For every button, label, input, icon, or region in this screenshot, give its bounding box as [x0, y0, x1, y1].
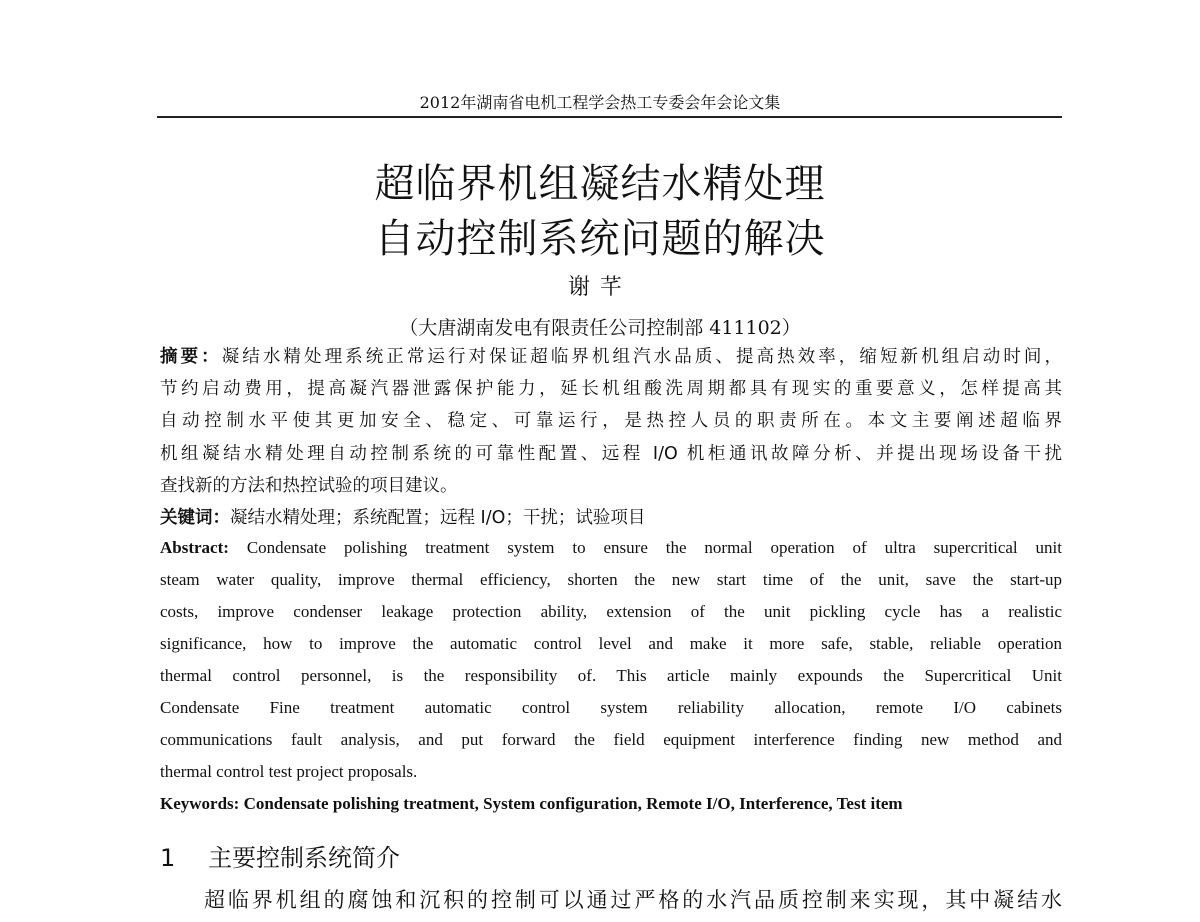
abstract-en-line: Abstract: Condensate polishing treatment system to ensure the normal operation of ultra supercritical unit — [160, 538, 1062, 557]
paper-title-line-2: 自动控制系统问题的解决 — [374, 216, 826, 262]
abstract-en-label: Abstract: — [160, 538, 229, 557]
section-title: 主要控制系统简介 — [208, 844, 400, 872]
keywords-cn: 关键词：凝结水精处理；系统配置；远程 I/O；干扰；试验项目 — [160, 508, 646, 528]
section-number: 1 — [160, 844, 176, 872]
abstract-en-line: communications fault analysis, and put forward the field equipment interference finding new method and — [160, 730, 1062, 749]
abstract-en-line: significance, how to improve the automatic control level and make it more safe, stable, reliable operation — [160, 634, 1062, 653]
affiliation: （大唐湖南发电有限责任公司控制部 411102） — [399, 317, 801, 339]
abstract-en-line: thermal control personnel, is the responsibility of. This article mainly expounds the Supercritical Unit — [160, 666, 1062, 685]
abstract-en-line: costs, improve condenser leakage protection ability, extension of the unit pickling cycle has a realistic — [160, 602, 1062, 621]
paper-title-line-1: 超临界机组凝结水精处理 — [374, 161, 826, 207]
keywords-en-label: Keywords: — [160, 794, 240, 813]
abstract-cn-line: 机组凝结水精处理自动控制系统的可靠性配置、远程 I/O 机柜通讯故障分析、并提出现场设备干扰 — [160, 444, 1062, 464]
section-heading — [160, 838, 400, 873]
abstract-cn-label: 摘要： — [160, 347, 222, 367]
abstract-en-line: thermal control test project proposals. — [160, 762, 418, 781]
keywords-en: Keywords: Condensate polishing treatment, System configuration, Remote I/O, Interference, Test item — [160, 794, 903, 813]
abstract-cn-line: 查找新的方法和热控试验的项目建议。 — [160, 476, 458, 496]
abstract-cn-line: 摘要：凝结水精处理系统正常运行对保证超临界机组汽水品质、提高热效率，缩短新机组启动时间， — [160, 347, 1063, 367]
running-header: 2012年湖南省电机工程学会热工专委会年会论文集 — [419, 93, 781, 112]
abstract-en-line: Condensate Fine treatment automatic control system reliability allocation, remote I/O cabinets — [160, 698, 1062, 717]
author: 谢芊 — [567, 275, 632, 300]
body-paragraph-line: 超临界机组的腐蚀和沉积的控制可以通过严格的水汽品质控制来实现，其中凝结水 — [204, 888, 1062, 912]
abstract-cn-line: 节约启动费用，提高凝汽器泄露保护能力，延长机组酸洗周期都具有现实的重要意义，怎样提高其 — [160, 379, 1062, 399]
abstract-cn-line: 自动控制水平使其更加安全、稳定、可靠运行，是热控人员的职责所在。本文主要阐述超临界 — [160, 411, 1062, 431]
keywords-cn-label: 关键词： — [160, 508, 230, 528]
header-rule — [157, 116, 1062, 118]
abstract-en-line: steam water quality, improve thermal efficiency, shorten the new start time of the unit, save the start-up — [160, 570, 1062, 589]
